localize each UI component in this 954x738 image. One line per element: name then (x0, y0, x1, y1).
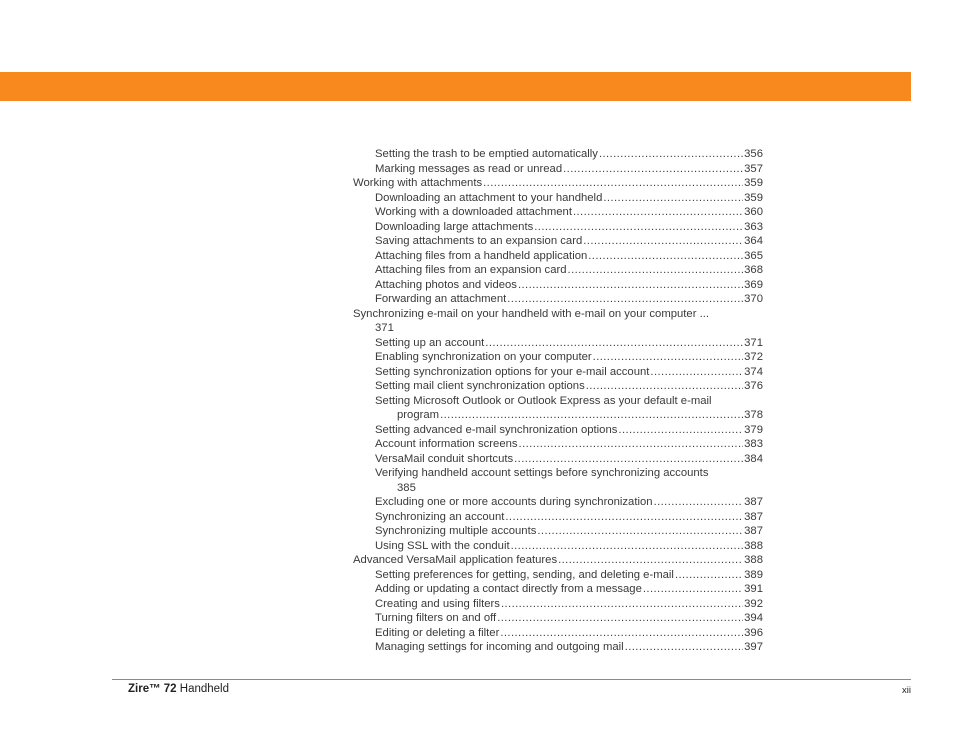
toc-entry[interactable] (353, 249, 763, 264)
toc-leader-dots (507, 292, 743, 307)
toc-leader-dots (625, 640, 743, 655)
toc-entry[interactable] (353, 162, 763, 177)
toc-leader-dots (583, 234, 743, 249)
toc-entry[interactable] (353, 307, 763, 322)
toc-entry-title: Setting the trash to be emptied automatically (375, 148, 598, 160)
toc-entry[interactable] (353, 191, 763, 206)
toc-entry-title: Setting synchronization options for your e-mail account (375, 365, 650, 378)
toc-entry-title: Setting Microsoft Outlook or Outlook Express as your default e-mail (375, 394, 712, 407)
toc-entry[interactable] (353, 408, 763, 423)
toc-entry-title: Excluding one or more accounts during synchronization (375, 496, 653, 508)
toc-entry-title: Adding or updating a contact directly from a message (375, 583, 642, 595)
toc-entry[interactable] (353, 336, 763, 351)
toc-entry[interactable] (353, 423, 763, 438)
toc-leader-dots (586, 379, 743, 394)
toc-entry[interactable] (353, 568, 763, 583)
toc-leader-dots (500, 626, 743, 641)
toc-leader-dots (650, 365, 743, 380)
toc-entry-page: 387 (744, 510, 763, 523)
toc-leader-dots (593, 350, 743, 365)
toc-entry[interactable] (353, 234, 763, 249)
toc-entry-title: Using SSL with the conduit (375, 539, 510, 552)
toc-leader-dots (534, 220, 743, 235)
toc-entry-page: 392 (744, 597, 763, 610)
toc-entry-page: 394 (744, 612, 763, 624)
toc-entry-title: Synchronizing e-mail on your handheld with e-mail on your computer ... (353, 307, 710, 320)
footer-product-bold: Zire™ 72 (128, 683, 177, 695)
toc-entry-title: Marking messages as read or unread (375, 162, 563, 175)
toc-entry[interactable] (353, 597, 763, 612)
toc-entry-page: 389 (744, 568, 763, 581)
toc-entry-title: Editing or deleting a filter (375, 626, 500, 639)
toc-entry-page: 379 (744, 423, 763, 436)
toc-leader-dots (558, 553, 743, 568)
toc-entry[interactable] (353, 495, 763, 510)
toc-entry-page: 364 (744, 235, 763, 247)
toc-leader-dots (501, 597, 743, 612)
toc-entry-title: Attaching photos and videos (375, 278, 517, 291)
footer-product-rest: Handheld (176, 683, 230, 695)
toc-leader-dots (505, 510, 743, 525)
toc-entry-page: 369 (744, 278, 763, 291)
toc-entry-page: 397 (744, 641, 763, 653)
toc-leader-dots (514, 452, 743, 467)
toc-entry-title: Working with attachments (353, 177, 483, 189)
toc-entry-page: 360 (744, 206, 763, 218)
toc-leader-dots (599, 147, 743, 162)
toc-leader-dots (603, 191, 743, 206)
toc-entry[interactable] (353, 292, 763, 307)
toc-entry[interactable] (353, 379, 763, 394)
toc-leader-dots (497, 611, 743, 626)
header-banner (0, 72, 911, 101)
toc-entry[interactable] (353, 263, 763, 278)
toc-entry-page: 365 (744, 249, 763, 262)
toc-entry-page: 374 (744, 365, 763, 378)
toc-entry-page: 378 (744, 409, 763, 421)
toc-leader-dots (511, 539, 744, 554)
toc-entry[interactable] (353, 278, 763, 293)
toc-entry-title: Setting up an account (375, 336, 485, 349)
toc-entry-page: 396 (744, 626, 763, 639)
toc-entry[interactable] (353, 582, 763, 597)
toc-entry-page: 370 (744, 293, 763, 305)
toc-entry-title: Account information screens (375, 438, 518, 450)
toc-entry-title: Advanced VersaMail application features (353, 554, 558, 566)
toc-leader-dots (654, 495, 744, 510)
toc-entry[interactable] (353, 452, 763, 467)
toc-entry-page: 391 (744, 583, 763, 595)
toc-entry-title: Attaching files from an expansion card (375, 264, 567, 276)
toc-entry-title: Setting advanced e-mail synchronization options (375, 423, 618, 436)
toc-leader-dots (485, 336, 743, 351)
toc-leader-dots (440, 408, 743, 423)
toc-entry-page: 384 (744, 452, 763, 465)
toc-entry-page: 388 (744, 554, 763, 566)
toc-entry[interactable] (353, 510, 763, 525)
toc-entry[interactable] (353, 350, 763, 365)
toc-entry[interactable] (353, 626, 763, 641)
toc-entry-page: 356 (744, 148, 763, 160)
toc-entry[interactable] (353, 394, 763, 409)
toc-entry-title: Creating and using filters (375, 597, 500, 610)
toc-leader-dots (519, 437, 744, 452)
footer-product-name (128, 683, 229, 695)
toc-entry-title: 385 (397, 481, 416, 494)
toc-entry-title: Managing settings for incoming and outgoing mail (375, 641, 624, 653)
toc-entry-title: Working with a downloaded attachment (375, 206, 572, 218)
toc-entry-page: 371 (744, 336, 763, 349)
toc-entry-page: 359 (744, 177, 763, 189)
toc-entry[interactable] (353, 553, 763, 568)
toc-entry-page: 383 (744, 438, 763, 450)
toc-entry-title: Synchronizing an account (375, 510, 505, 523)
toc-leader-dots (573, 205, 743, 220)
toc-leader-dots (675, 568, 743, 583)
toc-entry[interactable] (353, 640, 763, 655)
toc-entry-title: Turning filters on and off (375, 612, 497, 624)
toc-entry[interactable] (353, 321, 763, 336)
toc-entry[interactable] (353, 539, 763, 554)
toc-entry-title: program (397, 409, 440, 421)
toc-entry-page: 387 (744, 496, 763, 508)
toc-entry-page: 368 (744, 264, 763, 276)
toc-entry-page: 376 (744, 380, 763, 392)
toc-leader-dots (483, 176, 743, 191)
toc-leader-dots (618, 423, 743, 438)
toc-entry-title: Forwarding an attachment (375, 293, 507, 305)
toc-entry-title: Attaching files from a handheld application (375, 249, 588, 262)
toc-entry[interactable] (353, 220, 763, 235)
toc-entry-title: VersaMail conduit shortcuts (375, 452, 514, 465)
toc-entry-title: Setting preferences for getting, sending, and deleting e-mail (375, 568, 674, 581)
toc-entry[interactable] (353, 611, 763, 626)
toc-leader-dots (518, 278, 743, 293)
toc-entry-page: 357 (744, 162, 763, 175)
toc-entry[interactable] (353, 524, 763, 539)
toc-entry[interactable] (353, 481, 763, 496)
toc-entry-title: 371 (375, 322, 394, 334)
toc-entry-page: 388 (744, 539, 763, 552)
toc-leader-dots (643, 582, 743, 597)
toc-entry-title: Verifying handheld account settings before synchronizing accounts (375, 467, 709, 479)
toc-entry[interactable] (353, 365, 763, 380)
toc-leader-dots (568, 263, 744, 278)
toc-entry-page: 363 (744, 220, 763, 233)
toc-entry-title: Enabling synchronization on your computer (375, 351, 592, 363)
toc-entry-page: 387 (744, 525, 763, 537)
toc-entry-title: Saving attachments to an expansion card (375, 235, 583, 247)
toc-leader-dots (563, 162, 743, 177)
toc-entry[interactable] (353, 466, 763, 481)
table-of-contents (353, 147, 763, 655)
toc-entry-page: 372 (744, 351, 763, 363)
toc-leader-dots (588, 249, 743, 264)
toc-entry[interactable] (353, 147, 763, 162)
toc-leader-dots (537, 524, 743, 539)
toc-entry[interactable] (353, 176, 763, 191)
toc-entry-title: Downloading an attachment to your handheld (375, 191, 603, 204)
toc-entry[interactable] (353, 437, 763, 452)
footer-divider (112, 679, 911, 680)
toc-entry-page: 359 (744, 191, 763, 204)
toc-entry-title: Downloading large attachments (375, 220, 534, 233)
toc-entry-title: Synchronizing multiple accounts (375, 525, 537, 537)
footer-page-number: xii (902, 685, 911, 696)
toc-entry[interactable] (353, 205, 763, 220)
toc-entry-title: Setting mail client synchronization options (375, 380, 585, 392)
